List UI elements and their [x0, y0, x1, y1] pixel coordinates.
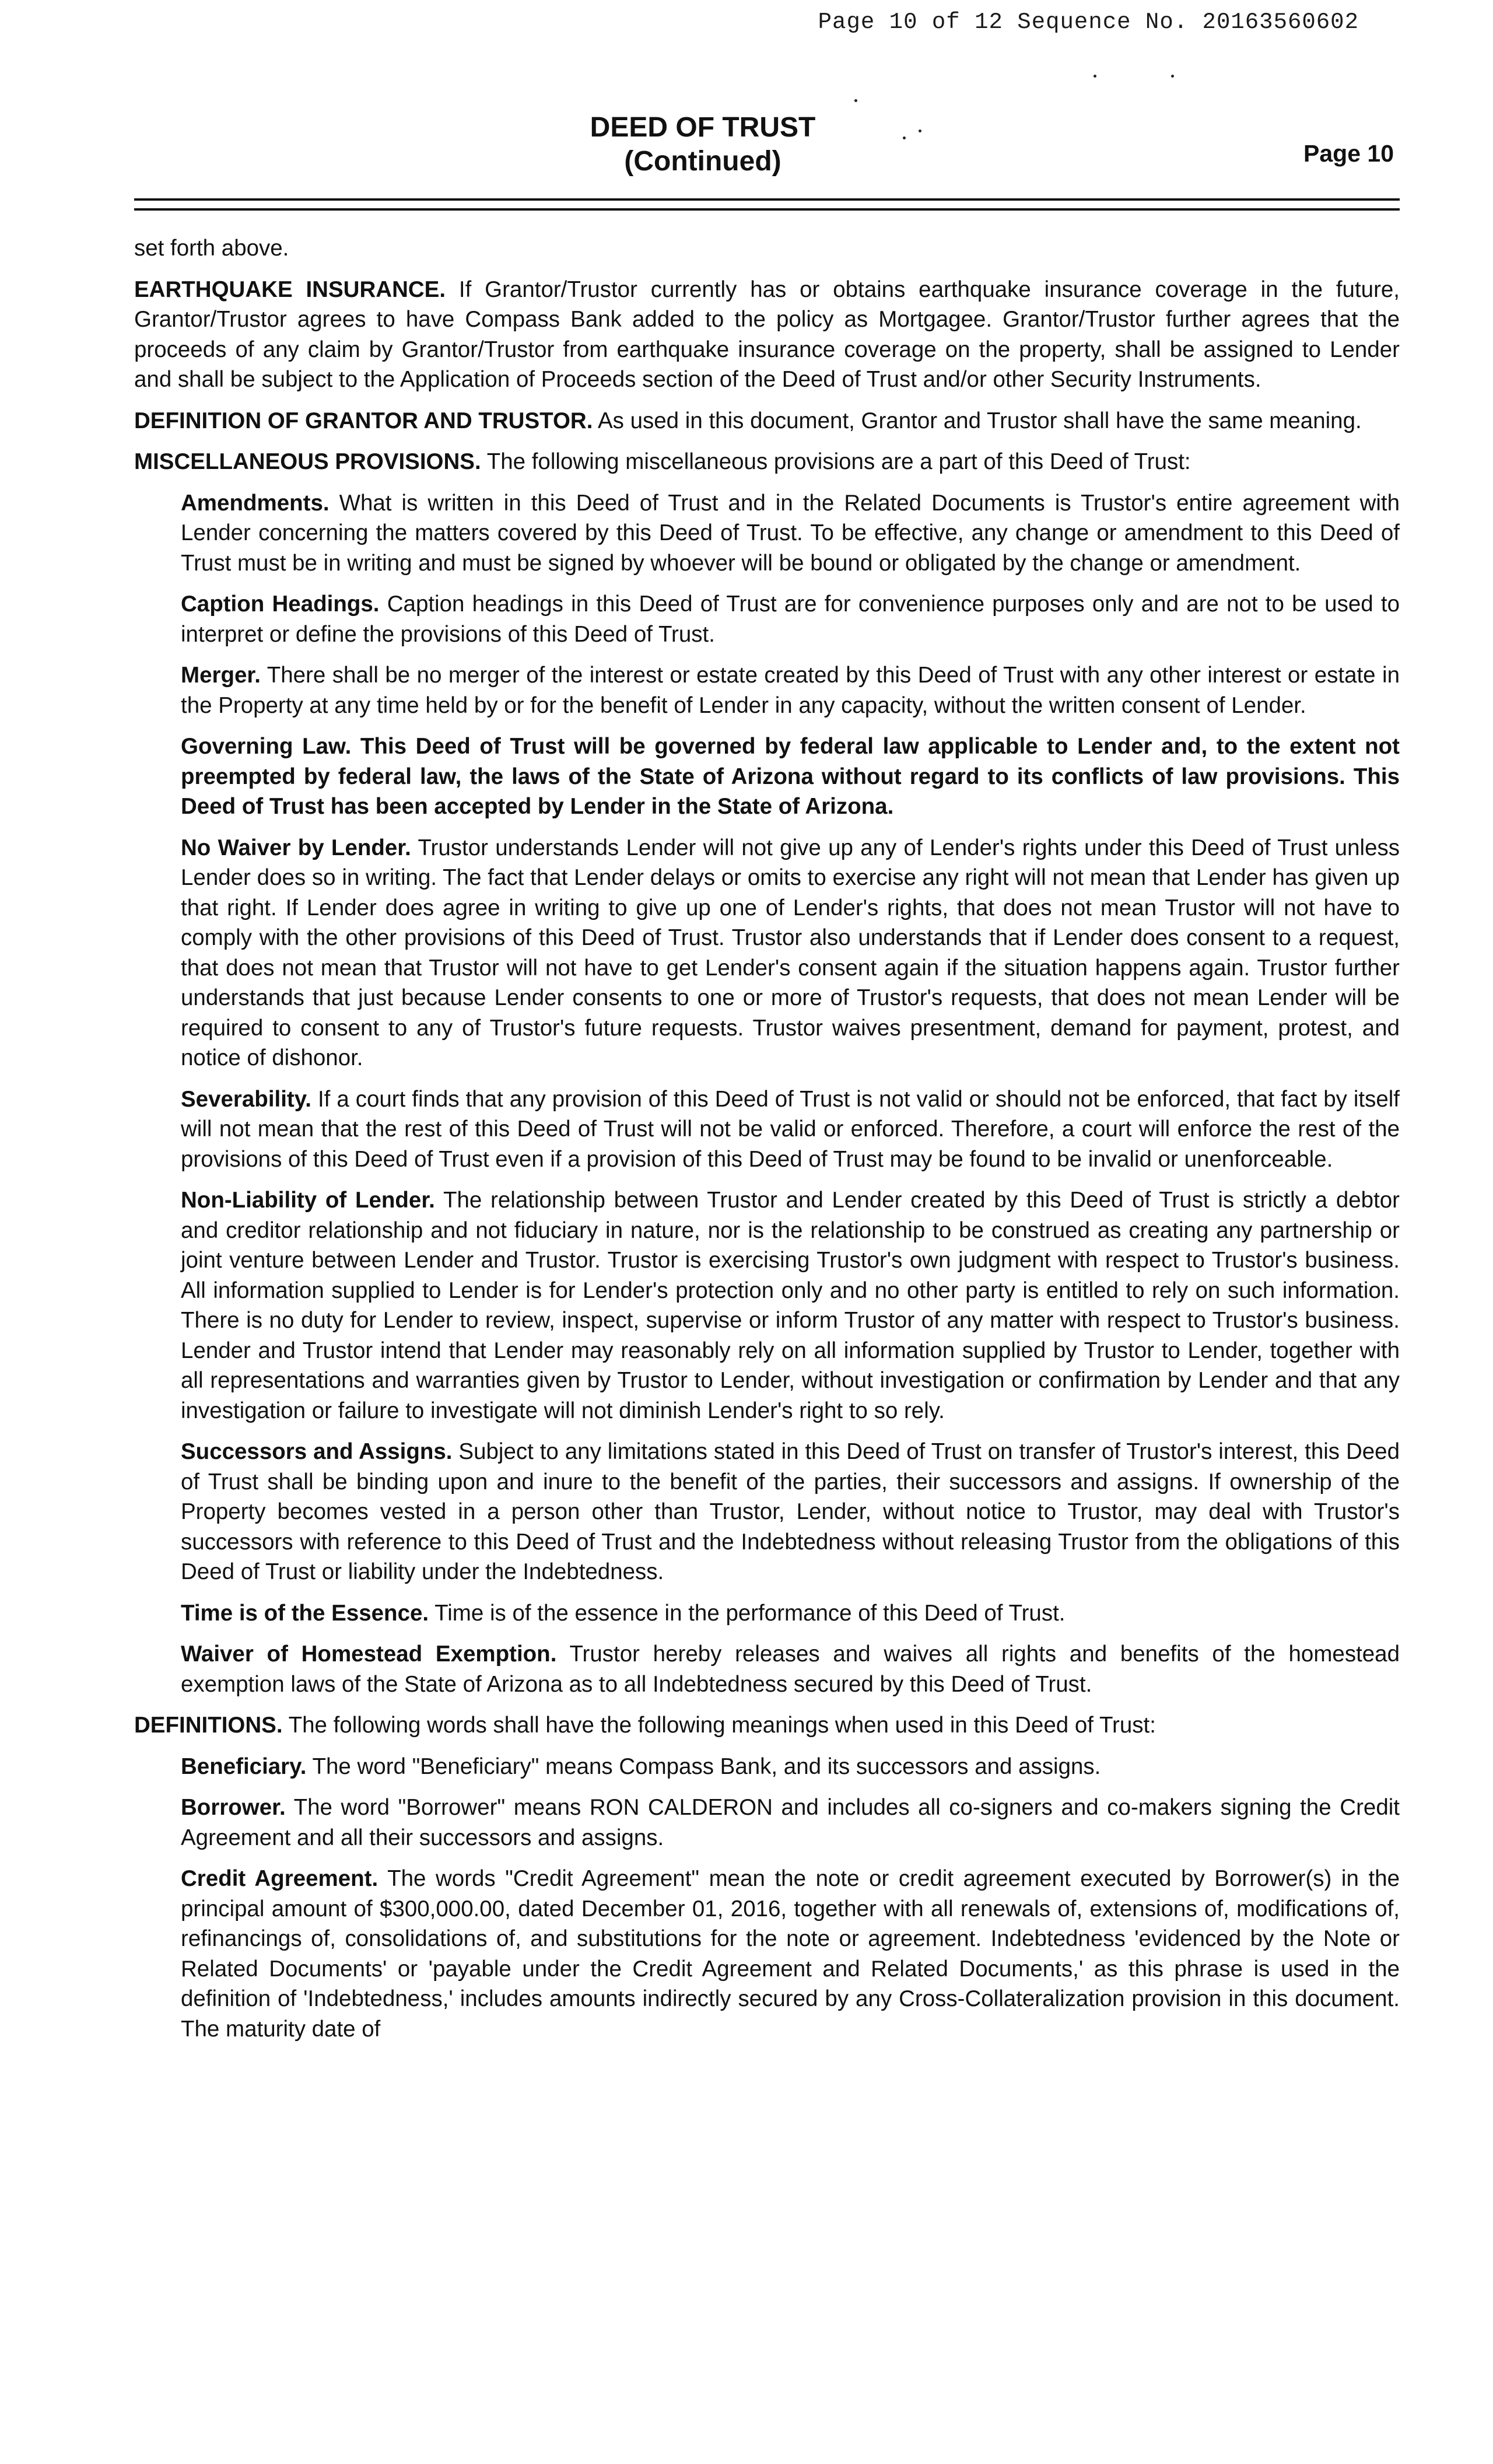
paragraph-text: The relationship between Trustor and Lender created by this Deed of Trust is strictly a debtor and creditor relationship and not fiduciary in nature, nor is the relationship to be construed as creating any partnership or joint venture between Lender and Trustor. Trustor is exercising Trustor's own judgment with respect to Trustor's business. All information supplied to Lender is for Lender's protection only and no other party is entitled to rely on such information. There is no duty for Lender to review, inspect, supervise or inform Trustor of any matter with respect to Trustor's business. Lender and Trustor intend that Lender may reasonably rely on all information supplied by Trustor to Lender, together with all representations and warranties given by Trustor to Lender, without investigation or confirmation by Lender and that any investigation or failure to investigate will not diminish Lender's right to so rely. — [181, 1188, 1400, 1423]
document-body — [134, 233, 1400, 2055]
paragraph-credit-agreement — [181, 1864, 1400, 2044]
scan-speck — [1094, 75, 1096, 78]
scan-speck — [854, 99, 857, 102]
subsection-heading: Merger. — [181, 663, 261, 688]
title-block — [0, 111, 1493, 178]
paragraph-text: The word "Borrower" means RON CALDERON and includes all co-signers and co-makers signing the Credit Agreement and all their successors and assigns. — [181, 1795, 1400, 1850]
paragraph-miscellaneous-provisions — [134, 447, 1400, 477]
paragraph-governing-law — [181, 732, 1400, 822]
paragraph-time-essence — [181, 1598, 1400, 1629]
sequence-line: Page 10 of 12 Sequence No. 20163560602 — [818, 9, 1359, 35]
paragraph-text: If a court finds that any provision of this Deed of Trust is not valid or should not be enforced, that fact by itself will not mean that the rest of this Deed of Trust will not be valid or enforced. Therefore, a court will enforce the rest of the provisions of this Deed of Trust even if a provision of this Deed of Trust may be found to be invalid or unenforceable. — [181, 1086, 1400, 1172]
subsection-heading: Non-Liability of Lender. — [181, 1188, 435, 1213]
subsection-heading: Borrower. — [181, 1795, 286, 1820]
paragraph-text: The words "Credit Agreement" mean the note or credit agreement executed by Borrower(s) in the principal amount of $300,000.00, dated December 01, 2016, together with all renewals of, extensions of, modifications of, refinancings of, consolidations of, and substitutions for the note or agreement. Indebtedness 'evidenced by the Note or Related Documents' or 'payable under the Credit Agreement and Related Documents,' as this phrase is used in the definition of 'Indebtedness,' includes amounts indirectly secured by any Cross-Collateralization provision in this document. The maturity date of — [181, 1866, 1400, 2042]
paragraph-caption-headings — [181, 589, 1400, 649]
section-heading: DEFINITIONS. — [134, 1713, 283, 1738]
paragraph-earthquake-insurance — [134, 275, 1400, 395]
paragraph-text: What is written in this Deed of Trust and in the Related Documents is Trustor's entire agreement with Lender concerning the matters covered by this Deed of Trust. To be effective, any change or amendment to this Deed of Trust must be in writing and must be signed by whoever will be bound or obligated by the change or amendment. — [181, 490, 1400, 576]
paragraph-text: The following miscellaneous provisions are a part of this Deed of Trust: — [486, 449, 1191, 474]
subsection-heading: Governing Law. — [181, 734, 352, 759]
section-heading: MISCELLANEOUS PROVISIONS. — [134, 449, 481, 474]
paragraph-borrower — [181, 1793, 1400, 1853]
paragraph-merger — [181, 660, 1400, 720]
paragraph — [134, 233, 1400, 264]
paragraph-no-waiver — [181, 833, 1400, 1073]
subsection-heading: Severability. — [181, 1086, 311, 1112]
paragraph-text: The word "Beneficiary" means Compass Bank, and its successors and assigns. — [312, 1754, 1101, 1779]
paragraph-text: set forth above. — [134, 236, 289, 261]
paragraph-homestead — [181, 1639, 1400, 1699]
paragraph-non-liability — [181, 1185, 1400, 1426]
scan-speck — [1171, 75, 1174, 78]
paragraph-text: Subject to any limitations stated in this Deed of Trust on transfer of Trustor's interest, this Deed of Trust shall be binding upon and inure to the benefit of the parties, their successors and assigns. If ownership of the Property becomes vested in a person other than Trustor, Lender, without notice to Trustor, may deal with Trustor's successors with reference to this Deed of Trust and the Indebtedness without releasing Trustor from the obligations of this Deed of Trust or liability under the Indebtedness. — [181, 1439, 1400, 1584]
paragraph-text: There shall be no merger of the interest or estate created by this Deed of Trust with any other interest or estate in the Property at any time held by or for the benefit of Lender in any capacity, without the written consent of Lender. — [181, 663, 1400, 718]
page-number: Page 10 — [1303, 140, 1394, 167]
paragraph-text: Trustor hereby releases and waives all rights and benefits of the homestead exemption laws of the State of Arizona as to all Indebtedness secured by this Deed of Trust. — [181, 1642, 1400, 1697]
paragraph-text: Time is of the essence in the performance of this Deed of Trust. — [434, 1600, 1066, 1626]
subsection-heading: Beneficiary. — [181, 1754, 307, 1779]
paragraph-text: Trustor understands Lender will not give up any of Lender's rights under this Deed of Trust unless Lender does so in writing. The fact that Lender delays or omits to exercise any right will not mean that Lender has given up that right. If Lender does agree in writing to give up one of Lender's rights, that does not mean Trustor will not have to comply with the other provisions of this Deed of Trust. Trustor also understands that if Lender does consent to a request, that does not mean that Trustor will not have to get Lender's consent again if the situation happens again. Trustor further understands that just because Lender consents to one or more of Trustor's requests, that does not mean Lender will be required to consent to any of Trustor's future requests. Trustor waives presentment, demand for payment, protest, and notice of dishonor. — [181, 835, 1400, 1070]
subsection-heading: No Waiver by Lender. — [181, 835, 411, 860]
paragraph-text-bold: This Deed of Trust will be governed by federal law applicable to Lender and, to the extent not preempted by federal law, the laws of the State of Arizona without regard to its conflicts of law provisions. This Deed of Trust has been accepted by Lender in the State of Arizona. — [181, 734, 1400, 819]
paragraph-text: As used in this document, Grantor and Trustor shall have the same meaning. — [597, 408, 1362, 433]
subsection-heading: Credit Agreement. — [181, 1866, 378, 1891]
section-heading: DEFINITION OF GRANTOR AND TRUSTOR. — [134, 408, 593, 433]
paragraph-amendments — [181, 488, 1400, 579]
paragraph-text: If Grantor/Trustor currently has or obtains earthquake insurance coverage in the future, Grantor/Trustor agrees to have Compass Bank added to the policy as Mortgagee. Grantor/Trustor further agrees that the proceeds of any claim by Grantor/Trustor from earthquake insurance coverage on the property, shall be assigned to Lender and shall be subject to the Application of Proceeds section of the Deed of Trust and/or other Security Instruments. — [134, 276, 1400, 392]
paragraph-text: The following words shall have the following meanings when used in this Deed of Trust: — [288, 1713, 1156, 1738]
subsection-heading: Successors and Assigns. — [181, 1439, 453, 1464]
subsection-heading: Caption Headings. — [181, 592, 380, 617]
paragraph-definitions — [134, 1710, 1400, 1741]
header-rule — [134, 198, 1400, 201]
header-rule — [134, 208, 1400, 211]
subsection-heading: Time is of the Essence. — [181, 1600, 429, 1626]
paragraph-severability — [181, 1084, 1400, 1175]
paragraph-text: Caption headings in this Deed of Trust are for convenience purposes only and are not to be used to interpret or define the provisions of this Deed of Trust. — [181, 592, 1400, 647]
paragraph-definition-grantor-trustor — [134, 406, 1400, 436]
document-subtitle: (Continued) — [624, 146, 781, 177]
subsection-heading: Amendments. — [181, 490, 330, 516]
subsection-heading: Waiver of Homestead Exemption. — [181, 1642, 557, 1667]
document-title: DEED OF TRUST — [590, 112, 816, 143]
paragraph-successors — [181, 1437, 1400, 1587]
section-heading: EARTHQUAKE INSURANCE. — [134, 276, 446, 302]
paragraph-beneficiary — [181, 1752, 1400, 1782]
